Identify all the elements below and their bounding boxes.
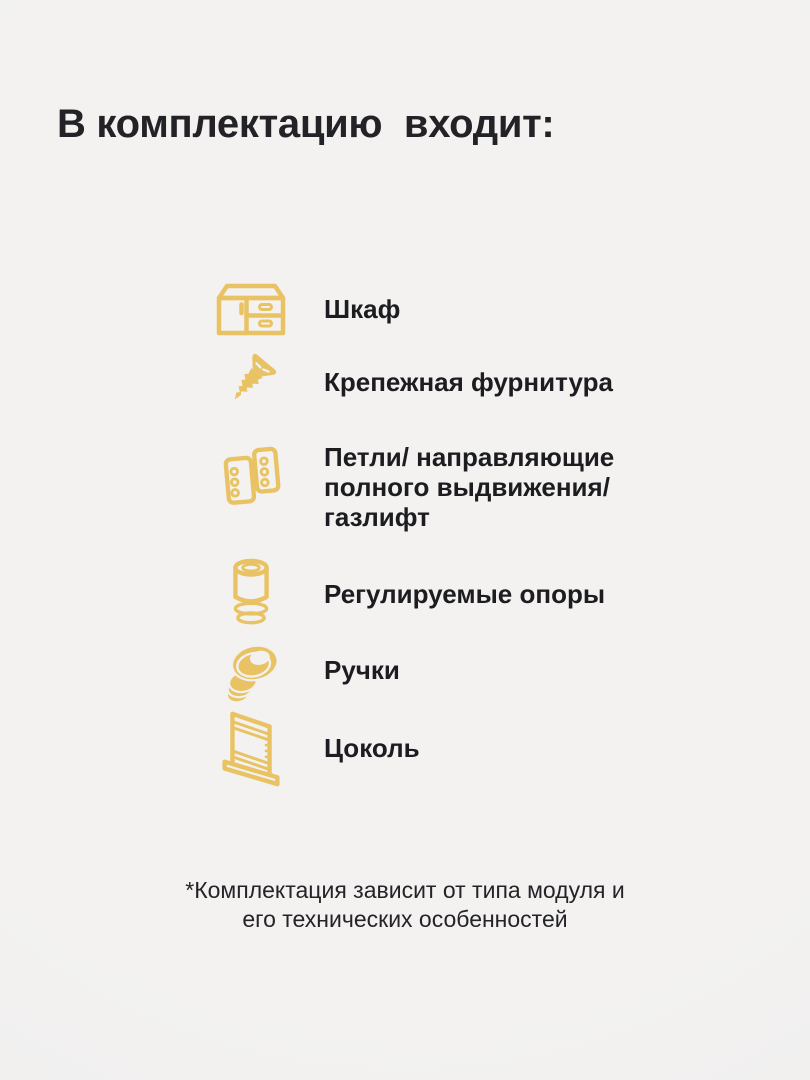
cabinet-icon [216, 282, 286, 336]
list-item-feet [216, 556, 656, 632]
plinth-icon [216, 706, 286, 790]
disclaimer-note [0, 876, 810, 934]
adjustable-foot-icon [216, 557, 286, 631]
disclaimer-text: *Комплектация зависит от типа модуля и его технических особенностей [185, 877, 625, 932]
included-items-list [216, 282, 656, 790]
hinge-icon [216, 442, 286, 506]
knob-icon [216, 638, 286, 702]
list-item-label: Шкаф [324, 294, 401, 324]
list-item-cabinet [216, 282, 656, 336]
list-item-label: Цоколь [324, 733, 420, 763]
list-item-label: Регулируемые опоры [324, 579, 606, 609]
list-item-plinth [216, 706, 656, 790]
list-item-hardware [216, 352, 656, 412]
list-item-handles [216, 638, 656, 702]
list-item-label: Ручки [324, 655, 400, 685]
list-item-label: Крепежная фурнитура [324, 367, 613, 397]
page-title: В комплектацию входит: [57, 102, 555, 146]
screw-icon [216, 352, 286, 412]
list-item-hinges [216, 442, 656, 532]
list-item-label: Петли/ направляющие полного выдвижения/ газлифт [324, 442, 615, 532]
